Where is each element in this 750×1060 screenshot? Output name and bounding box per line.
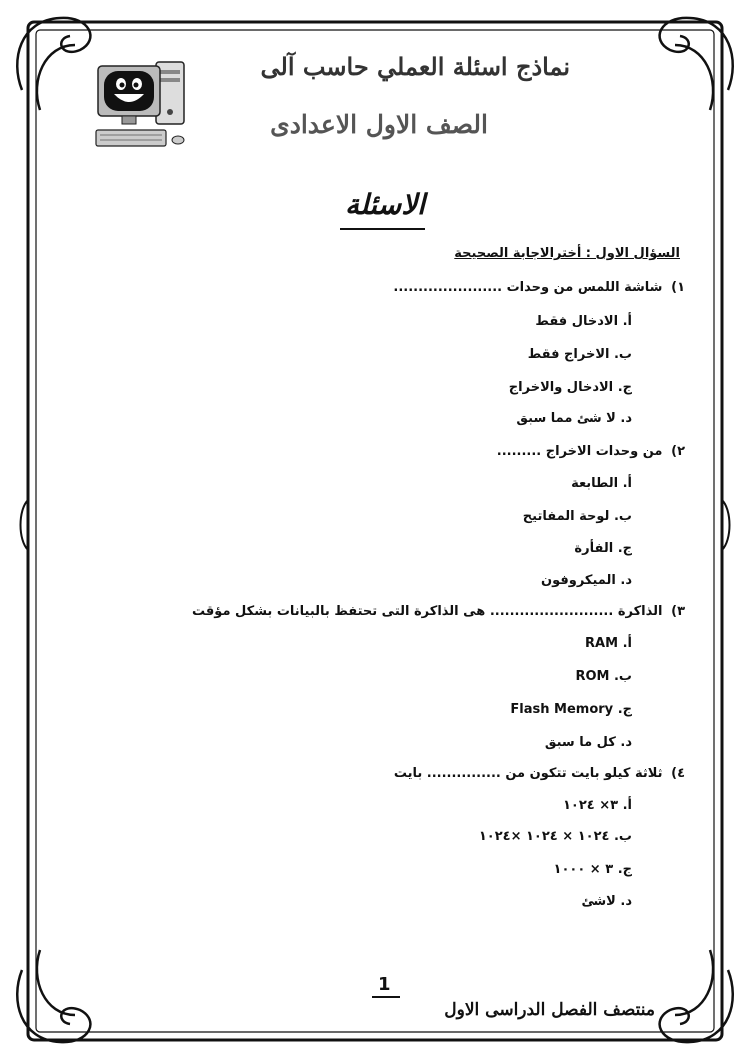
option-text: ROM [575, 669, 610, 684]
option-2b [523, 509, 632, 524]
option-letter: د. [620, 894, 632, 909]
option-4a [563, 798, 632, 813]
option-letter: ب. [613, 669, 632, 684]
grade-title: الصف الاول الاعدادى [270, 110, 488, 139]
option-text: Flash Memory [510, 702, 614, 717]
option-letter: ب. [613, 509, 632, 524]
section-title: السؤال الاول : أخترالاجابة الصحيحة [454, 246, 680, 261]
option-text: ١٠٢٤ × ١٠٢٤ ×١٠٢٤ [478, 829, 610, 844]
option-text: الطابعة [571, 476, 619, 491]
option-text: لاشئ [581, 894, 616, 909]
option-text: RAM [585, 636, 619, 651]
option-2c [574, 541, 632, 556]
option-letter: ج. [617, 702, 632, 717]
option-2a [571, 476, 632, 491]
question-text: من وحدات الاخراج ......... [496, 444, 663, 459]
option-text: الميكروفون [540, 573, 616, 588]
footer-text: منتصف الفصل الدراسى الاول [444, 1000, 655, 1020]
page-number: 1 [378, 974, 391, 995]
option-text: لوحة المفاتيح [522, 509, 610, 524]
option-text: ٣ × ١٠٠٠ [553, 862, 614, 877]
worksheet-title: نماذج اسئلة العملي حاسب آلى [260, 52, 570, 81]
question-3 [192, 604, 685, 619]
option-letter: ج. [617, 862, 632, 877]
question-2 [497, 444, 685, 459]
option-text: ٣× ١٠٢٤ [562, 798, 619, 813]
question-text: الذاكرة ......................... هى الذاكرة التى تحتفظ بالبيانات بشكل مؤقت [192, 604, 663, 619]
question-1 [393, 280, 685, 295]
question-number: ٣) [671, 604, 685, 619]
option-2d [541, 573, 632, 588]
questions-heading: الاسئلة [345, 188, 425, 221]
option-letter: ب. [613, 829, 632, 844]
question-number: ٢) [671, 444, 685, 459]
option-letter: أ. [622, 636, 632, 651]
option-letter: أ. [622, 314, 632, 329]
option-text: لا شئ مما سبق [516, 411, 616, 426]
question-number: ١) [671, 280, 685, 295]
option-text: كل ما سبق [544, 735, 616, 750]
option-letter: د. [620, 573, 632, 588]
question-number: ٤) [671, 766, 685, 781]
option-letter: ج. [617, 380, 632, 395]
option-letter: ب. [613, 347, 632, 362]
option-letter: د. [620, 735, 632, 750]
option-text: الفأرة [574, 541, 614, 556]
option-3c [510, 702, 632, 717]
page-number-underline [372, 996, 400, 998]
option-3b [575, 669, 632, 684]
option-1a [535, 314, 632, 329]
option-3d [545, 735, 632, 750]
option-1c [509, 380, 632, 395]
computer-mascot-icon [88, 56, 198, 156]
option-4b [479, 829, 632, 844]
option-text: الادخال فقط [535, 314, 619, 329]
option-letter: أ. [622, 476, 632, 491]
option-text: الادخال والاخراج [508, 380, 614, 395]
question-text: شاشة اللمس من وحدات ...................... [393, 280, 663, 295]
option-1d [516, 411, 632, 426]
option-4c [554, 862, 632, 877]
option-letter: أ. [622, 798, 632, 813]
heading-underline [340, 228, 425, 230]
question-4 [394, 766, 685, 781]
option-1b [528, 347, 632, 362]
option-letter: ج. [617, 541, 632, 556]
option-4d [581, 894, 632, 909]
option-text: الاخراج فقط [527, 347, 610, 362]
option-3a [585, 636, 632, 651]
question-text: ثلاثة كيلو بايت تتكون من ............... بايت [393, 766, 663, 781]
option-letter: د. [620, 411, 632, 426]
